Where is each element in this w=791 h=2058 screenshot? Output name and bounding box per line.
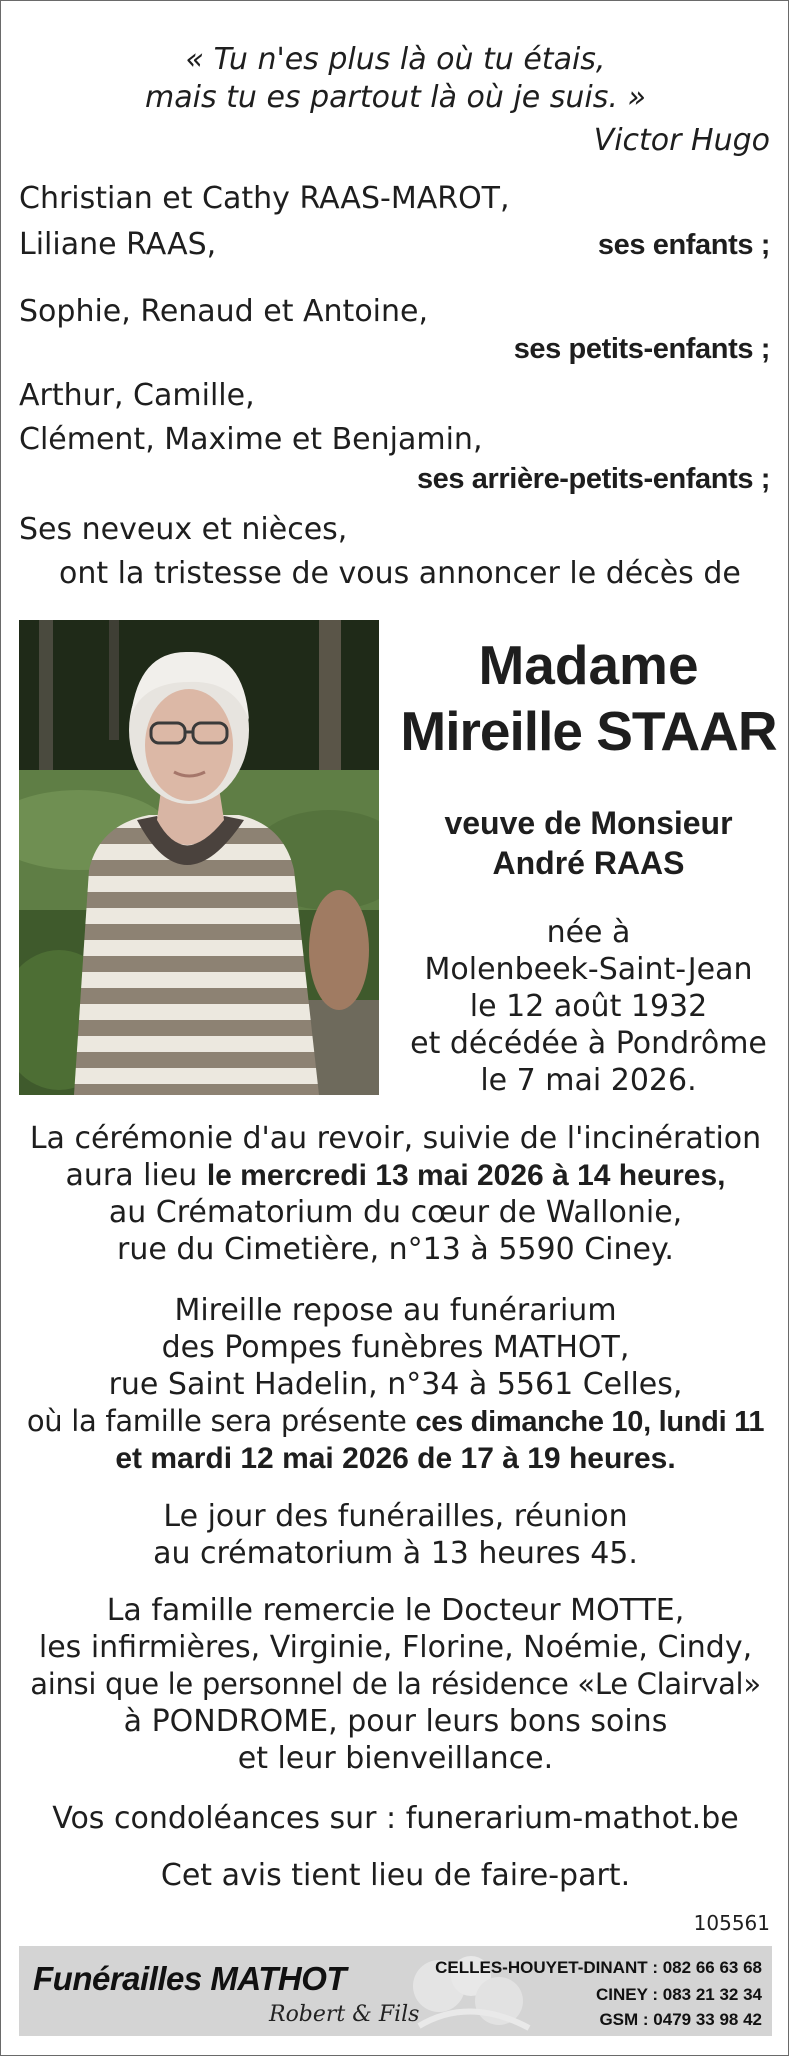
funeral-home-signature: Robert & Fils bbox=[269, 2002, 420, 2027]
reference-number: 105561 bbox=[693, 1911, 770, 1935]
grandchildren-names: Sophie, Renaud et Antoine, bbox=[19, 294, 429, 329]
announcement: ont la tristesse de vous annoncer le décès de bbox=[59, 556, 741, 591]
ceremony-line-3: au Crématorium du cœur de Wallonie, bbox=[108, 1195, 683, 1230]
funeral-home-banner bbox=[19, 1946, 772, 2036]
quote-line-1: « Tu n'es plus là où tu étais, bbox=[185, 42, 606, 77]
deceased-name: Mireille STAAR bbox=[400, 700, 777, 762]
widow-of-line-2: André RAAS bbox=[492, 845, 685, 881]
thanks-line-5: et leur bienveillance. bbox=[237, 1741, 554, 1776]
thanks-line-4: à PONDROME, pour leurs bons soins bbox=[123, 1704, 668, 1739]
visitation-line-3: rue Saint Hadelin, n°34 à 5561 Celles, bbox=[108, 1367, 683, 1402]
funeral-day-line-1: Le jour des funérailles, réunion bbox=[163, 1499, 628, 1534]
contact-celles-houyet-dinant: CELLES-HOUYET-DINANT : 082 66 63 68 bbox=[435, 1958, 762, 1977]
ceremony-datetime: le mercredi 13 mai 2026 à 14 heures, bbox=[206, 1159, 726, 1192]
ceremony-line-1: La cérémonie d'au revoir, suivie de l'incinération bbox=[29, 1121, 762, 1156]
visitation-line-1: Mireille repose au funérarium bbox=[174, 1293, 617, 1328]
quote-author: Victor Hugo bbox=[593, 123, 770, 158]
nephews-nieces: Ses neveux et nièces, bbox=[19, 512, 348, 547]
thanks-line-2: les infirmières, Virginie, Florine, Noémie, Cindy, bbox=[38, 1630, 753, 1665]
greatgrandchildren-names-2: Clément, Maxime et Benjamin, bbox=[19, 422, 483, 457]
children-names-2: Liliane RAAS, bbox=[19, 227, 217, 262]
deceased-title: Madame bbox=[478, 634, 699, 696]
visitation-hours: et mardi 12 mai 2026 de 17 à 19 heures. bbox=[115, 1442, 676, 1475]
grandchildren-role: ses petits-enfants ; bbox=[513, 333, 770, 365]
died-date: le 7 mai 2026. bbox=[480, 1063, 697, 1098]
contact-ciney: CINEY : 083 21 32 34 bbox=[595, 1985, 762, 2004]
condolences: Vos condoléances sur : funerarium-mathot.be bbox=[52, 1801, 739, 1836]
funeral-day-line-2: au crématorium à 13 heures 45. bbox=[153, 1536, 638, 1571]
visitation-line-4: où la famille sera présente ces dimanche 10, lundi 11 bbox=[26, 1404, 765, 1438]
ceremony-line-4: rue du Cimetière, n°13 à 5590 Ciney. bbox=[117, 1232, 674, 1267]
contact-gsm: GSM : 0479 33 98 42 bbox=[599, 2010, 762, 2029]
died-place: et décédée à Pondrôme bbox=[410, 1026, 767, 1061]
thanks-line-3: ainsi que le personnel de la résidence «Le Clairval» bbox=[30, 1667, 761, 1701]
greatgrandchildren-names-1: Arthur, Camille, bbox=[19, 378, 255, 413]
quote-line-2: mais tu es partout là où je suis. » bbox=[145, 80, 646, 115]
children-names-1: Christian et Cathy RAAS-MAROT, bbox=[19, 181, 510, 216]
born-date: le 12 août 1932 bbox=[469, 989, 708, 1024]
visitation-line-5 bbox=[1, 1440, 789, 1477]
notice-statement: Cet avis tient lieu de faire-part. bbox=[160, 1858, 631, 1893]
visitation-days: ces dimanche 10, lundi 11 bbox=[415, 1406, 765, 1438]
children-role: ses enfants ; bbox=[597, 229, 770, 261]
born-label: née à bbox=[546, 915, 631, 950]
born-place: Molenbeek-Saint-Jean bbox=[424, 952, 753, 987]
widow-of-line-1: veuve de Monsieur bbox=[444, 805, 733, 841]
ceremony-line-2: aura lieu le mercredi 13 mai 2026 à 14 heures, bbox=[65, 1158, 726, 1193]
portrait-photo bbox=[19, 620, 379, 1095]
thanks-line-1: La famille remercie le Docteur MOTTE, bbox=[106, 1593, 685, 1628]
greatgrandchildren-role: ses arrière-petits-enfants ; bbox=[416, 463, 770, 495]
funeral-home-name: Funérailles MATHOT bbox=[33, 1960, 347, 1997]
visitation-line-2: des Pompes funèbres MATHOT, bbox=[161, 1330, 630, 1365]
